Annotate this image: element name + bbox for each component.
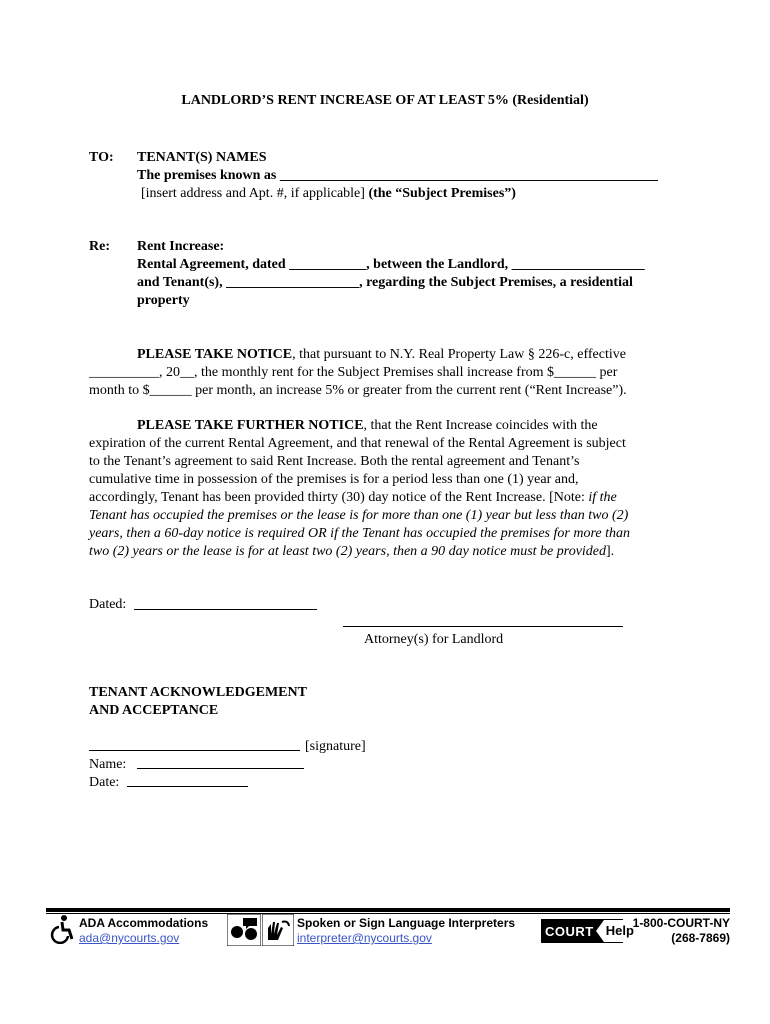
ack-heading-1: TENANT ACKNOWLEDGEMENT <box>89 685 307 700</box>
notice2-line8-italic: two (2) years or the lease is for at least two (2) years, then a 90 day notice must be provided <box>89 544 607 559</box>
tenants-line: and Tenant(s), ___________________, regarding the Subject Premises, a residential <box>137 275 633 290</box>
tenant-names: TENANT(S) NAMES <box>137 150 267 165</box>
notice2-line7: years, then a 60-day notice is required OR if the Tenant has occupied the premises for more than <box>89 526 630 541</box>
premises-known-as: The premises known as ______________________________________________________ <box>137 168 658 183</box>
notice2-line6: Tenant has occupied the premises or the lease is for more than one (1) year but less than two (2) <box>89 508 629 523</box>
help-logo-text: Help <box>604 920 636 942</box>
notice1-line2: __________, 20__, the monthly rent for the Subject Premises shall increase from $______ per <box>89 365 618 380</box>
ada-email-link[interactable]: ada@nycourts.gov <box>79 931 180 945</box>
notice2-line5-text: accordingly, Tenant has been provided thirty (30) day notice of the Rent Increase. [Note: <box>89 490 585 505</box>
notice2-line5 <box>89 489 617 507</box>
notice1-line3: month to $______ per month, an increase 5% or greater from the current rent (“Rent Increase”). <box>89 383 627 398</box>
ada-title: ADA Accommodations <box>79 916 209 930</box>
court-help-logo <box>541 919 634 943</box>
address-instruction-text: [insert address and Apt. #, if applicable] <box>141 186 365 201</box>
court-phone: 1-800-COURT-NY <box>632 916 730 930</box>
notice1-line1: , that pursuant to N.Y. Real Property Law § 226-c, effective <box>292 347 626 362</box>
notice2-line1: , that the Rent Increase coincides with the <box>363 418 598 433</box>
notice2-line3: to the Tenant’s agreement to said Rent Increase. Both the rental agreement and Tenant’s <box>89 454 580 469</box>
notice2-line5-italic: if the <box>588 490 617 505</box>
court-logo-text: COURT <box>545 923 594 939</box>
to-label: TO: <box>89 150 114 165</box>
notice-paragraph-2 <box>137 417 598 435</box>
spoken-language-icon <box>227 914 261 946</box>
wheelchair-icon <box>47 914 77 944</box>
sign-language-icon <box>262 914 294 946</box>
ack-heading-2: AND ACCEPTANCE <box>89 703 219 718</box>
name-line[interactable] <box>137 768 304 769</box>
court-logo-arrow-icon <box>596 920 604 942</box>
name-label: Name: <box>89 757 127 772</box>
interpreter-email-link[interactable]: interpreter@nycourts.gov <box>297 931 432 945</box>
tenant-signature-line[interactable] <box>89 750 300 751</box>
date-line[interactable] <box>127 786 248 787</box>
attorney-signature-line[interactable] <box>343 626 623 627</box>
address-instruction <box>141 185 516 203</box>
notice2-line2: expiration of the current Rental Agreement, and that renewal of the Rental Agreement is subject <box>89 436 626 451</box>
interpreters-title: Spoken or Sign Language Interpreters <box>297 916 516 930</box>
date-label: Date: <box>89 775 120 790</box>
attorney-label: Attorney(s) for Landlord <box>364 632 504 647</box>
property-line: property <box>137 293 190 308</box>
re-label: Re: <box>89 239 110 254</box>
footer-rule-thick <box>46 908 730 912</box>
subject-premises-label: (the “Subject Premises”) <box>368 186 516 201</box>
footer-rule-thin <box>46 913 730 914</box>
rental-agreement-line: Rental Agreement, dated ___________, between the Landlord, ___________________ <box>137 257 645 272</box>
notice2-line8-end: ]. <box>606 544 615 559</box>
please-take-notice: PLEASE TAKE NOTICE <box>137 347 293 362</box>
signature-label: [signature] <box>305 739 366 754</box>
please-take-further-notice: PLEASE TAKE FURTHER NOTICE <box>137 418 364 433</box>
dated-label: Dated: <box>89 597 127 612</box>
dated-line[interactable] <box>134 609 317 610</box>
court-phone-number: (268-7869) <box>671 931 730 945</box>
rent-increase-heading: Rent Increase: <box>137 239 225 254</box>
notice2-line8 <box>89 543 614 561</box>
notice2-line4: cumulative time in possession of the premises is for a period less than one (1) year and, <box>89 472 579 487</box>
document-title: LANDLORD’S RENT INCREASE OF AT LEAST 5% (Residential) <box>181 93 589 108</box>
notice-paragraph-1 <box>137 346 626 364</box>
